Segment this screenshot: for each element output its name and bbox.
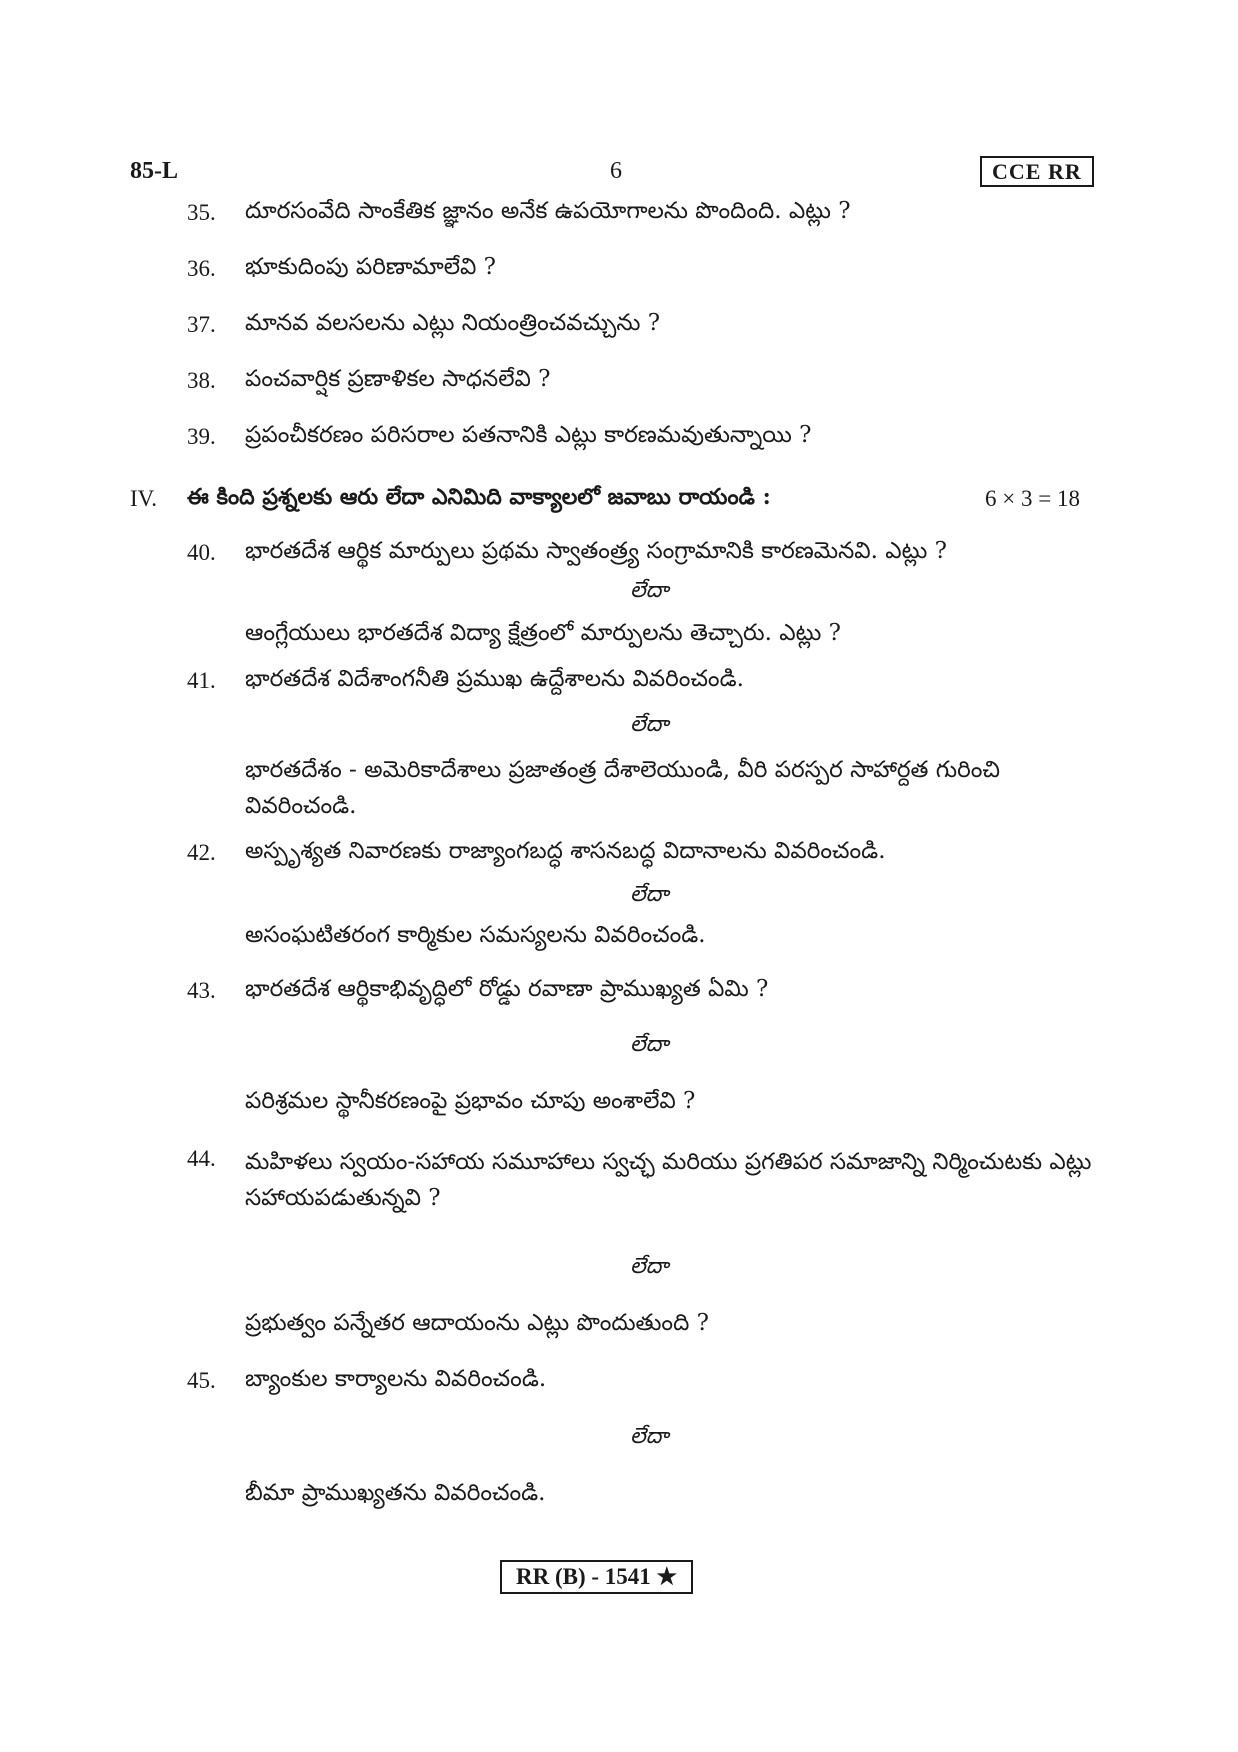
question-number: 42. <box>187 840 216 865</box>
question-number: 44. <box>187 1146 216 1171</box>
or-label: లేదా <box>630 882 669 907</box>
or-label: లేదా <box>630 1254 669 1279</box>
section-marks: 6 × 3 = 18 <box>985 486 1080 511</box>
question-number: 41. <box>187 668 216 693</box>
question-text: పంచవార్షిక ప్రణాళికల సాధనలేవి ? <box>245 366 551 392</box>
question-number: 40. <box>187 540 216 565</box>
question-text: అస్పృశ్యత నివారణకు రాజ్యాంగబద్ధ శాసనబద్ధ విదానాలను వివరించండి. <box>245 838 886 864</box>
question-number: 43. <box>187 978 216 1003</box>
question-number: 36. <box>187 256 216 281</box>
or-label: లేదా <box>630 578 669 603</box>
question-text: భారతదేశ ఆర్థిక మార్పులు ప్రథమ స్వాతంత్ర్య సంగ్రామానికి కారణమెనవి. ఎట్లు ? <box>245 538 947 564</box>
series-box: CCE RR <box>980 156 1094 187</box>
question-number: 38. <box>187 368 216 393</box>
question-text: మానవ వలసలను ఎట్లు నియంత్రించవచ్చును ? <box>245 310 661 336</box>
page-number: 6 <box>610 158 622 184</box>
question-number: 39. <box>187 424 216 449</box>
footer-code: RR (B) - 1541 ★ <box>500 1560 693 1594</box>
alternative-question: ప్రభుత్వం పన్నేతర ఆదాయంను ఎట్లు పొందుతుంది ? <box>245 1310 709 1336</box>
question-text: మహిళలు స్వయం-సహాయ సమూహాలు స్వచ్ఛ మరియు ప్రగతిపర సమాజాన్ని నిర్మించుటకు ఎట్లు సహాయపడుతున్నవి ? <box>245 1149 1092 1211</box>
or-label: లేదా <box>630 1032 669 1057</box>
alternative-question: బీమా ప్రాముఖ్యతను వివరించండి. <box>245 1480 546 1506</box>
alternative-question: పరిశ్రమల స్థానీకరణంపై ప్రభావం చూపు అంశాలేవి ? <box>245 1088 696 1114</box>
question-text: భారతదేశ విదేశాంగనీతి ప్రముఖ ఉద్దేశాలను వివరించండి. <box>245 666 744 692</box>
question-text: భారతదేశ ఆర్థికాభివృద్ధిలో రోడ్డు రవాణా ప్రాముఖ్యత ఏమి ? <box>245 976 769 1002</box>
question-number: 45. <box>187 1368 216 1393</box>
paper-code: 85-L <box>130 158 178 184</box>
section-instruction: ఈ కింది ప్రశ్నలకు ఆరు లేదా ఎనిమిది వాక్యాలలో జవాబు రాయండి : <box>187 484 771 510</box>
alternative-question: అసంఘటితరంగ కార్మికుల సమస్యలను వివరించండి. <box>245 922 706 948</box>
alternative-question: ఆంగ్లేయులు భారతదేశ విద్యా క్షేత్రంలో మార్పులను తెచ్చారు. ఎట్లు ? <box>245 620 841 646</box>
question-text: భూకుదింపు పరిణామాలేవి ? <box>245 254 496 280</box>
section-number: IV. <box>130 486 158 511</box>
or-label: లేదా <box>630 712 669 737</box>
or-label: లేదా <box>630 1424 669 1449</box>
question-number: 37. <box>187 312 216 337</box>
alternative-question: భారతదేశం - అమెరికాదేశాలు ప్రజాతంత్ర దేశాలెయుండి, వీరి పరస్పర సాహార్దత గురించి వివరించండి. <box>245 757 1000 819</box>
question-text: దూరసంవేది సాంకేతిక జ్ఞానం అనేక ఉపయోగాలను పొందింది. ఎట్లు ? <box>245 198 851 224</box>
question-number: 35. <box>187 200 216 225</box>
question-text: బ్యాంకుల కార్యాలను వివరించండి. <box>245 1366 547 1392</box>
question-text: ప్రపంచీకరణం పరిసరాల పతనానికి ఎట్లు కారణమవుతున్నాయి ? <box>245 422 812 448</box>
